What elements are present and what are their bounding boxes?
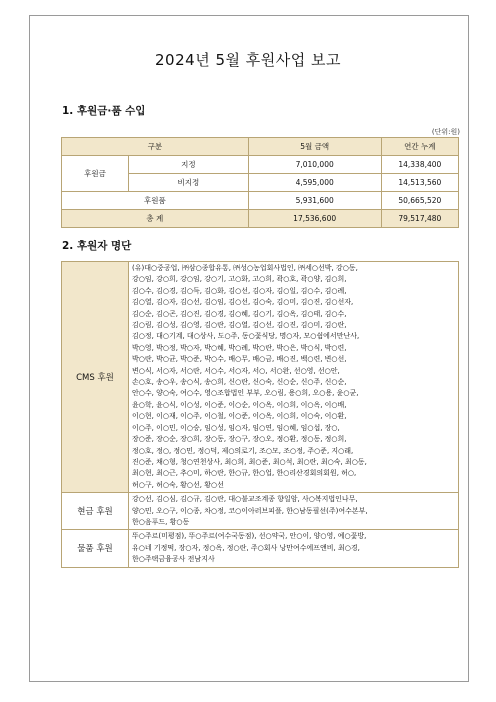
donor-line: 안○수, 양○숙, 여○수, 영○조합법인 부부, 오○림, 용○희, 오○용, 윤○균, [132,389,359,398]
donor-list [129,530,459,567]
donor-list [129,262,459,493]
donor-line: 강○임, 강○희, 강○임, 강○기, 고○화, 고○희, 곽○호, 곽○양, 김○희, [132,275,347,284]
row-label: 지정 [129,156,249,174]
total-month: 17,536,600 [248,210,381,228]
donor-line: 뚜○주르(미평점), 뚜○주르(여수국동점), 선○약국, 안○이, 양○영, 예○꽃방, [132,532,367,541]
donor-line: 허○구, 허○숙, 황○선, 황○선 [132,480,224,489]
donor-list [129,493,459,530]
donor-line: 김○정, 대○기계, 대○상사, 도○주, 동○꽃식당, 명○자, 모○쉼에서만난사, [132,332,360,341]
donor-row-goods [62,530,459,567]
table-header-row [62,138,459,156]
donor-line: 윤○학, 윤○식, 이○성, 이○준, 이○순, 이○옥, 이○희, 이○옥, 이○배, [132,400,347,409]
row-annual: 50,665,520 [381,192,458,210]
donor-line: 강○선, 김○심, 김○규, 김○란, 대○불교조계종 향일암, 사○복지법인나무, [132,495,358,504]
header-category: 구분 [62,138,249,156]
donor-line: 진○준, 채○형, 청○연천상사, 최○희, 최○준, 최○석, 최○란, 최○숙, 최○동, [132,457,367,466]
page-title: 2024년 5월 후원사업 보고 [155,51,341,69]
donor-line: 손○호, 송○우, 송○식, 송○희, 신○란, 신○숙, 신○순, 신○주, 신○순, [132,378,347,387]
donor-category-label: CMS 후원 [62,262,129,493]
donor-line: 김○수, 김○경, 김○득, 김○화, 김○선, 김○자, 김○일, 김○수, 김○례, [132,286,347,295]
donor-category-label: 현금 후원 [62,493,129,530]
section2-heading: 2. 후원자 명단 [62,240,132,252]
donor-row-cash [62,493,459,530]
donor-line: 박○영, 박○정, 박○자, 박○혜, 박○례, 박○란, 박○은, 박○식, 박○련, [132,343,347,352]
donor-line: 박○란, 박○균, 박○준, 박○수, 배○무, 배○금, 배○진, 백○련, 변○선, [132,355,347,364]
row-annual: 14,338,400 [381,156,458,174]
donor-line: 이○주, 이○민, 이○승, 임○성, 임○자, 임○연, 임○혜, 임○섭, 장○, [132,423,340,432]
donor-line: 한○주택금융공사 전남지사 [132,555,215,564]
donor-line: (유)대○중공업, ㈜삼○종합유통, ㈜성○농업회사법인, ㈜세○선박, 강○동, [132,264,358,272]
donor-line: 양○민, 오○구, 이○종, 차○정, 코○이아러브피플, 한○남동필선(주)여수본부, [132,506,368,515]
donor-line: 변○식, 서○자, 서○란, 서○수, 서○자, 서○, 서○완, 선○영, 선○안, [132,366,340,375]
donor-row-cms [62,262,459,493]
donor-line: 김○순, 김○곤, 김○진, 김○경, 김○혜, 김○기, 김○옥, 김○태, 김○수, [132,309,347,318]
row-month: 7,010,000 [248,156,381,174]
group-label: 후원금 [62,156,129,192]
donor-line: 유○네 기정떡, 장○자, 정○옥, 정○란, 주○회사 낭만여수에프앤비, 최○경, [132,543,360,552]
donor-line: 최○현, 최○근, 추○미, 하○란, 한○규, 한○업, 한○리산경회의회원, 허○, [132,469,357,478]
donor-line: 김○림, 김○성, 김○영, 김○란, 김○열, 김○선, 김○진, 김○미, 김○란, [132,321,347,330]
row-annual: 14,513,560 [381,174,458,192]
header-month: 5월 금액 [248,138,381,156]
row-label: 후원품 [62,192,249,210]
total-annual: 79,517,480 [381,210,458,228]
row-month: 5,931,600 [248,192,381,210]
row-label: 비지정 [129,174,249,192]
donor-line: 장○준, 장○순, 장○희, 장○동, 장○구, 장○오, 정○환, 정○동, 정○희, [132,435,347,444]
donor-line: 정○호, 정○, 정○민, 정○덕, 제○의로기, 조○모, 조○정, 주○준, 지○래, [132,446,354,455]
donor-line: 한○음푸드, 황○동 [132,517,190,526]
row-month: 4,595,000 [248,174,381,192]
header-annual: 연간 누계 [381,138,458,156]
donor-line: 김○열, 김○자, 김○선, 김○임, 김○선, 김○숙, 김○미, 김○진, 김○선자, [132,298,354,307]
total-row [62,210,459,228]
donor-table [61,261,459,568]
table-row [62,156,459,174]
section1-heading: 1. 후원금·품 수입 [62,105,146,117]
income-table [61,137,459,228]
donor-line: 이○현, 이○재, 이○주, 이○철, 이○준, 이○옥, 이○희, 이○숙, 이○환, [132,412,347,421]
table-row [62,192,459,210]
total-label: 총 계 [62,210,249,228]
donor-category-label: 물품 후원 [62,530,129,567]
unit-label: (단위:원) [431,128,460,136]
